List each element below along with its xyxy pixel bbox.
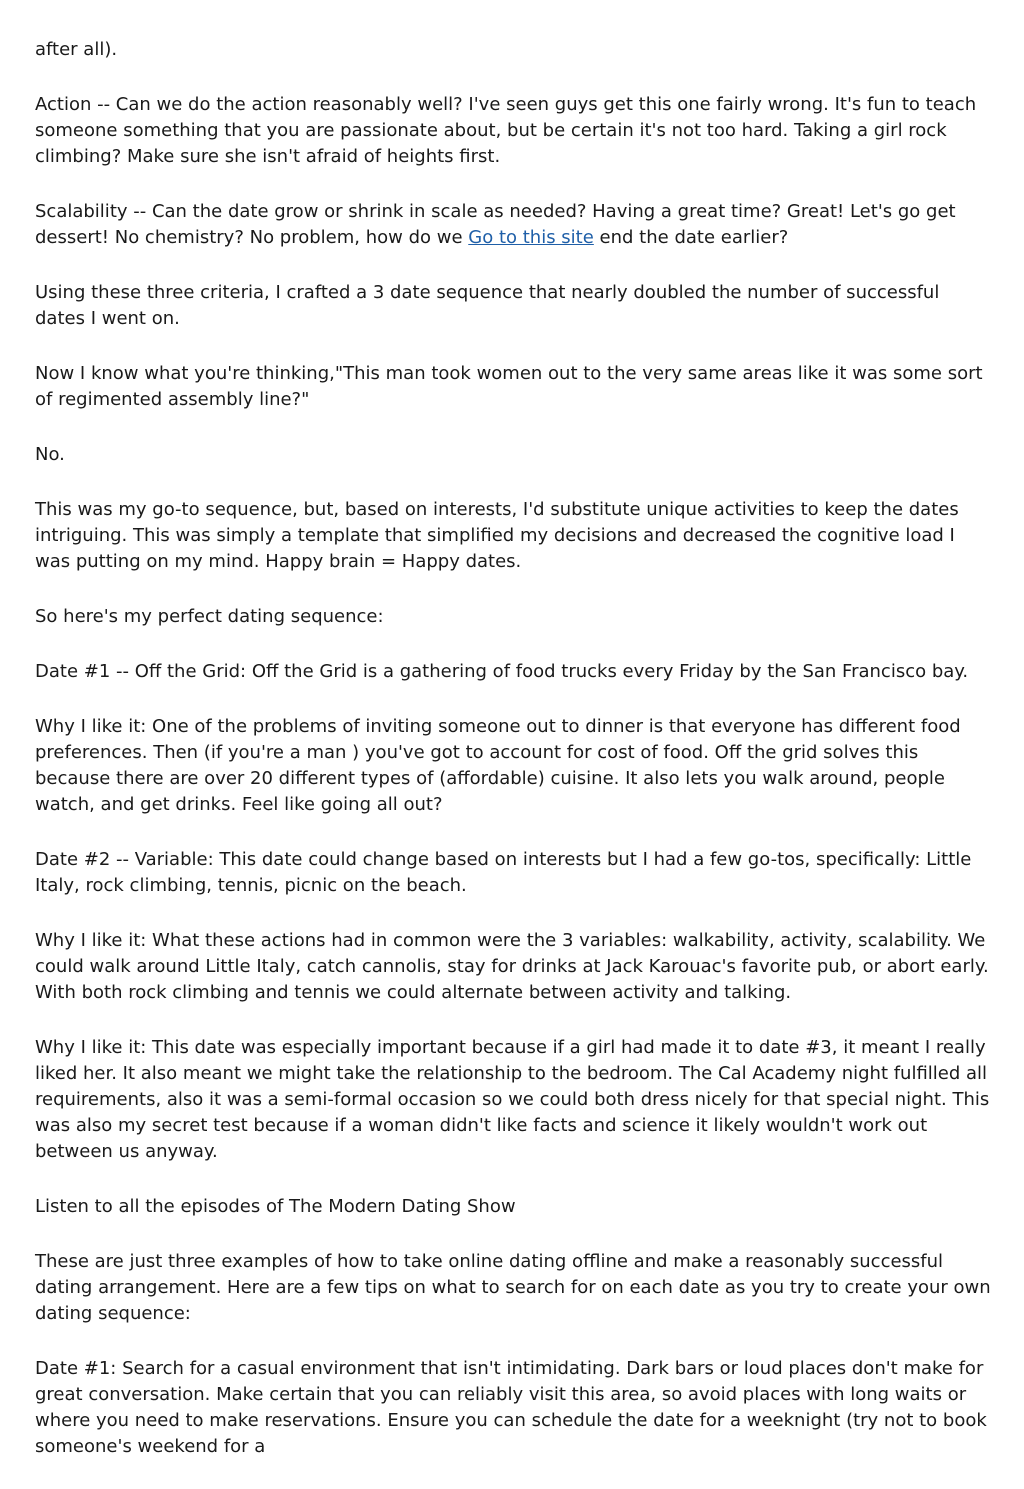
paragraph: So here's my perfect dating sequence: [35,606,384,627]
paragraph: This was my go-to sequence, but, based on interests, I'd substitute unique activities to keep the dates intriguing. This was simply a template that simplified my decisions and decreased the cognitive load I was putting on my mind. Happy brain = Happy dates. [35,499,959,572]
paragraph-scalability [35,199,995,251]
paragraph: Now I know what you're thinking,"This man took women out to the very same areas like it was some sort of regimented assembly line?" [35,363,983,410]
paragraph: These are just three examples of how to take online dating offline and make a reasonably successful dating arrangement. Here are a few tips on what to search for on each date as you try to create your own dating sequence: [35,1251,991,1324]
paragraph: Why I like it: One of the problems of inviting someone out to dinner is that everyone has different food preferences. Then (if you're a man ) you've got to account for cost of food. Off the grid solves this because there are over 20 different types of (affordable) cuisine. It also lets you walk around, people watch, and get drinks. Feel like going all out? [35,716,961,815]
paragraph-action: Action -- Can we do the action reasonably well? I've seen guys get this one fairly wrong. It's fun to teach someone something that you are passionate about, but be certain it's not too hard. Taking a girl rock climbing? Make sure she isn't afraid of heights first. [35,94,977,167]
paragraph: Why I like it: What these actions had in common were the 3 variables: walkability, activity, scalability. We could walk around Little Italy, catch cannolis, stay for drinks at Jack Karouac's favorite pub, or abort early. With both rock climbing and tennis we could alternate between activity and talking. [35,930,989,1003]
document-body [35,37,995,1489]
paragraph: Date #1: Search for a casual environment that isn't intimidating. Dark bars or loud places don't make for great conversation. Make certain that you can reliably visit this area, so avoid places with long waits or where you need to make reservations. Ensure you can schedule the date for a weeknight (try not to book someone's weekend for a [35,1358,987,1457]
paragraph-text: Scalability -- Can the date grow or shrink in scale as needed? Having a great time? Great! Let's go get dessert! No chemistry? No problem, how do we [35,201,956,248]
paragraph: after all). [35,39,118,60]
paragraph-text: end the date earlier? [593,227,789,248]
paragraph: Why I like it: This date was especially important because if a girl had made it to date #3, it meant I really liked her. It also meant we might take the relationship to the bedroom. The Cal Academy night fulfilled all requirements, also it was a semi-formal occasion so we could both dress nicely for that special night. This was also my secret test because if a woman didn't like facts and science it likely wouldn't work out between us anyway. [35,1037,990,1162]
paragraph: No. [35,444,65,465]
paragraph-date-1: Date #1 -- Off the Grid: Off the Grid is a gathering of food trucks every Friday by the San Francisco bay. [35,661,969,682]
go-to-site-link[interactable]: Go to this site [468,227,594,248]
paragraph: Listen to all the episodes of The Modern Dating Show [35,1196,516,1217]
paragraph-date-2: Date #2 -- Variable: This date could change based on interests but I had a few go-tos, specifically: Little Italy, rock climbing, tennis, picnic on the beach. [35,849,972,896]
paragraph: Using these three criteria, I crafted a 3 date sequence that nearly doubled the number of successful dates I went on. [35,282,940,329]
